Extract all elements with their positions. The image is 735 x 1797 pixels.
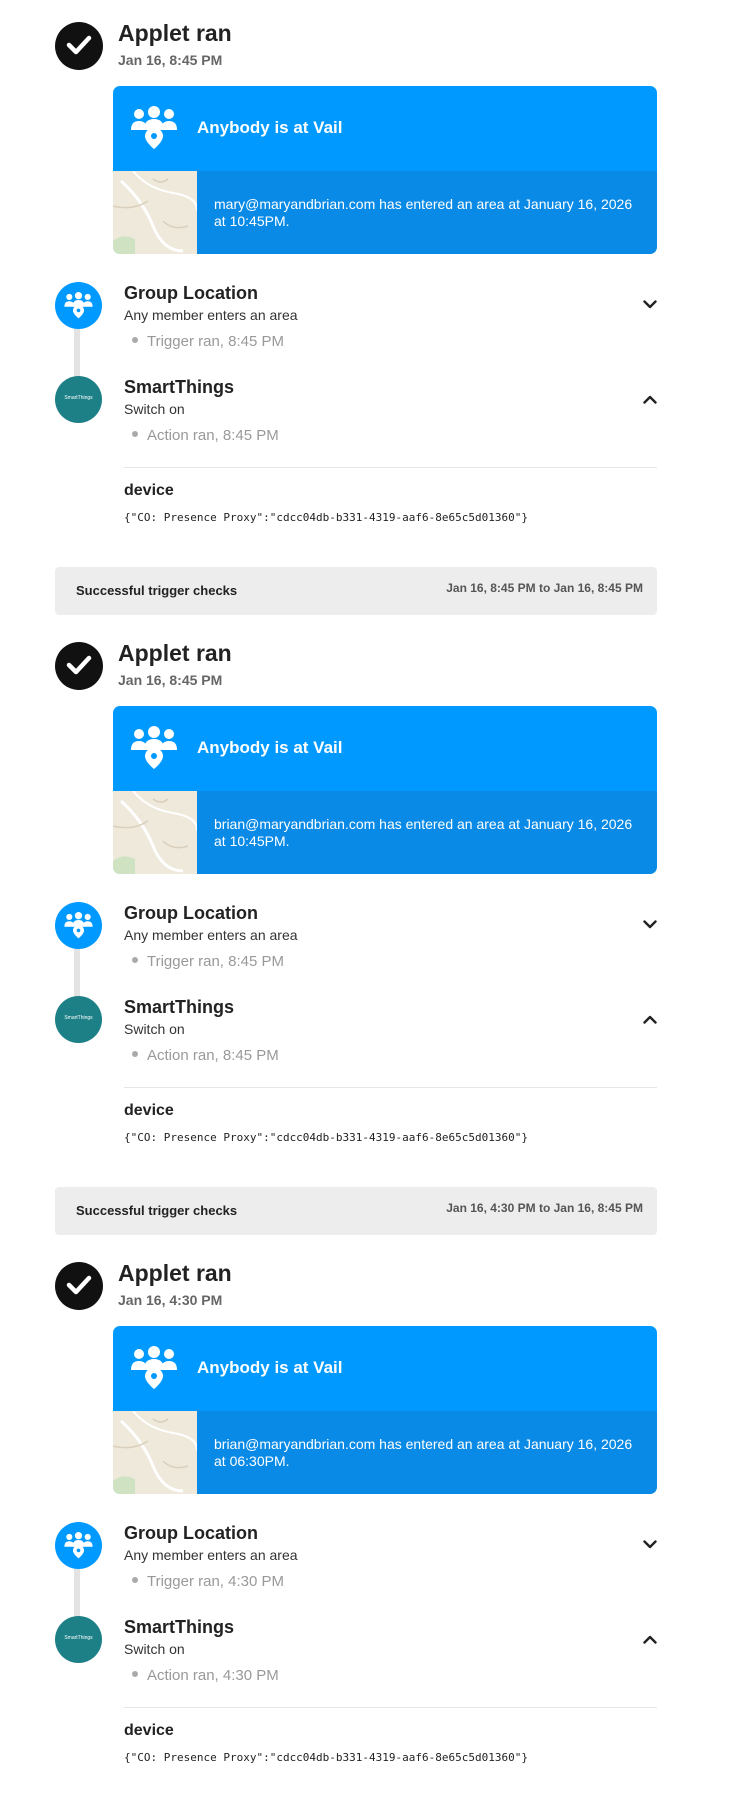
group-location-icon bbox=[129, 726, 179, 775]
card-body bbox=[113, 171, 657, 254]
field-value: {"CO: Presence Proxy":"cdcc04db-b331-4319-aaf6-8e65c5d01360"} bbox=[124, 511, 528, 524]
field-label: device bbox=[124, 1722, 174, 1739]
card-header bbox=[113, 1326, 657, 1411]
notification-card[interactable] bbox=[113, 1326, 657, 1494]
activity-entry bbox=[0, 620, 735, 1160]
trigger-description: Any member enters an area bbox=[124, 307, 298, 323]
status-dot bbox=[132, 957, 138, 963]
trigger-service-name: Group Location bbox=[124, 903, 258, 923]
applet-ran-time: Jan 16, 4:30 PM bbox=[118, 1292, 223, 1308]
applet-ran-time: Jan 16, 8:45 PM bbox=[118, 52, 223, 68]
field-label: device bbox=[124, 1102, 174, 1119]
trigger-checks-label: Successful trigger checks bbox=[76, 1203, 238, 1218]
trigger-status bbox=[132, 333, 284, 350]
applet-ran-title: Applet ran bbox=[118, 640, 232, 666]
map-thumbnail bbox=[113, 1411, 197, 1494]
card-title: Anybody is at Vail bbox=[197, 1358, 343, 1377]
timeline-connector bbox=[74, 946, 80, 1002]
card-title: Anybody is at Vail bbox=[197, 118, 343, 137]
chevron-down-icon bbox=[643, 920, 657, 929]
card-header bbox=[113, 706, 657, 791]
trigger-service-name: Group Location bbox=[124, 1523, 258, 1543]
status-dot bbox=[132, 1671, 138, 1677]
collapse-action-button[interactable] bbox=[636, 386, 664, 414]
trigger-status-text: Trigger ran, 8:45 PM bbox=[147, 953, 284, 970]
activity-entry bbox=[0, 0, 735, 540]
checkmark-icon bbox=[55, 22, 103, 70]
trigger-status-text: Trigger ran, 4:30 PM bbox=[147, 1573, 284, 1590]
group-location-icon bbox=[55, 1522, 102, 1569]
applet-ran-time: Jan 16, 8:45 PM bbox=[118, 672, 223, 688]
expand-trigger-button[interactable] bbox=[636, 291, 664, 319]
action-service-name: SmartThings bbox=[124, 377, 235, 397]
timeline-connector bbox=[74, 326, 80, 382]
card-message: mary@maryandbrian.com has entered an area at January 16, 2026 at 10:45PM. bbox=[214, 196, 633, 229]
field-value: {"CO: Presence Proxy":"cdcc04db-b331-4319-aaf6-8e65c5d01360"} bbox=[124, 1131, 528, 1144]
action-status bbox=[132, 1047, 279, 1064]
trigger-status bbox=[132, 1573, 284, 1590]
chevron-up-icon bbox=[643, 1635, 657, 1644]
chevron-down-icon bbox=[643, 300, 657, 309]
smartthings-icon bbox=[55, 376, 102, 423]
applet-ran-title: Applet ran bbox=[118, 20, 232, 46]
collapse-action-button[interactable] bbox=[636, 1626, 664, 1654]
action-service-name: SmartThings bbox=[124, 1617, 235, 1637]
collapse-action-button[interactable] bbox=[636, 1006, 664, 1034]
chevron-down-icon bbox=[643, 1540, 657, 1549]
trigger-checks-label: Successful trigger checks bbox=[76, 583, 238, 598]
checkmark-icon bbox=[55, 642, 103, 690]
action-status bbox=[132, 427, 279, 444]
expand-trigger-button[interactable] bbox=[636, 1531, 664, 1559]
trigger-checks-range: Jan 16, 8:45 PM to Jan 16, 8:45 PM bbox=[446, 581, 643, 595]
smartthings-icon bbox=[55, 996, 102, 1043]
group-location-icon bbox=[55, 902, 102, 949]
group-location-icon bbox=[55, 282, 102, 329]
field-label: device bbox=[124, 482, 174, 499]
card-title: Anybody is at Vail bbox=[197, 738, 343, 757]
map-thumbnail bbox=[113, 171, 197, 254]
action-status-text: Action ran, 8:45 PM bbox=[147, 1047, 279, 1064]
notification-card[interactable] bbox=[113, 86, 657, 254]
group-location-icon bbox=[129, 106, 179, 155]
timeline-connector bbox=[74, 1566, 80, 1622]
smartthings-icon-text: SmartThings bbox=[64, 1635, 93, 1641]
applet-ran-title: Applet ran bbox=[118, 1260, 232, 1286]
chevron-up-icon bbox=[643, 1015, 657, 1024]
map-thumbnail bbox=[113, 791, 197, 874]
chevron-up-icon bbox=[643, 395, 657, 404]
smartthings-icon-text: SmartThings bbox=[64, 395, 93, 401]
trigger-checks-bar[interactable] bbox=[55, 567, 657, 615]
expand-trigger-button[interactable] bbox=[636, 911, 664, 939]
notification-card[interactable] bbox=[113, 706, 657, 874]
action-description: Switch on bbox=[124, 401, 185, 417]
field-value: {"CO: Presence Proxy":"cdcc04db-b331-4319-aaf6-8e65c5d01360"} bbox=[124, 1751, 528, 1764]
divider bbox=[124, 1087, 657, 1088]
trigger-status-text: Trigger ran, 8:45 PM bbox=[147, 333, 284, 350]
trigger-status bbox=[132, 953, 284, 970]
trigger-service-name: Group Location bbox=[124, 283, 258, 303]
divider bbox=[124, 467, 657, 468]
group-location-icon bbox=[129, 1346, 179, 1395]
card-message: brian@maryandbrian.com has entered an area at January 16, 2026 at 06:30PM. bbox=[214, 1436, 633, 1469]
card-header bbox=[113, 86, 657, 171]
status-dot bbox=[132, 1577, 138, 1583]
status-dot bbox=[132, 431, 138, 437]
action-description: Switch on bbox=[124, 1641, 185, 1657]
card-message: brian@maryandbrian.com has entered an area at January 16, 2026 at 10:45PM. bbox=[214, 816, 633, 849]
action-status bbox=[132, 1667, 279, 1684]
action-status-text: Action ran, 4:30 PM bbox=[147, 1667, 279, 1684]
card-body bbox=[113, 791, 657, 874]
trigger-description: Any member enters an area bbox=[124, 1547, 298, 1563]
status-dot bbox=[132, 1051, 138, 1057]
smartthings-icon bbox=[55, 1616, 102, 1663]
smartthings-icon-text: SmartThings bbox=[64, 1015, 93, 1021]
checkmark-icon bbox=[55, 1262, 103, 1310]
trigger-description: Any member enters an area bbox=[124, 927, 298, 943]
trigger-checks-bar[interactable] bbox=[55, 1187, 657, 1235]
card-body bbox=[113, 1411, 657, 1494]
trigger-checks-range: Jan 16, 4:30 PM to Jan 16, 8:45 PM bbox=[446, 1201, 643, 1215]
divider bbox=[124, 1707, 657, 1708]
action-status-text: Action ran, 8:45 PM bbox=[147, 427, 279, 444]
status-dot bbox=[132, 337, 138, 343]
action-service-name: SmartThings bbox=[124, 997, 235, 1017]
action-description: Switch on bbox=[124, 1021, 185, 1037]
activity-entry bbox=[0, 1240, 735, 1780]
